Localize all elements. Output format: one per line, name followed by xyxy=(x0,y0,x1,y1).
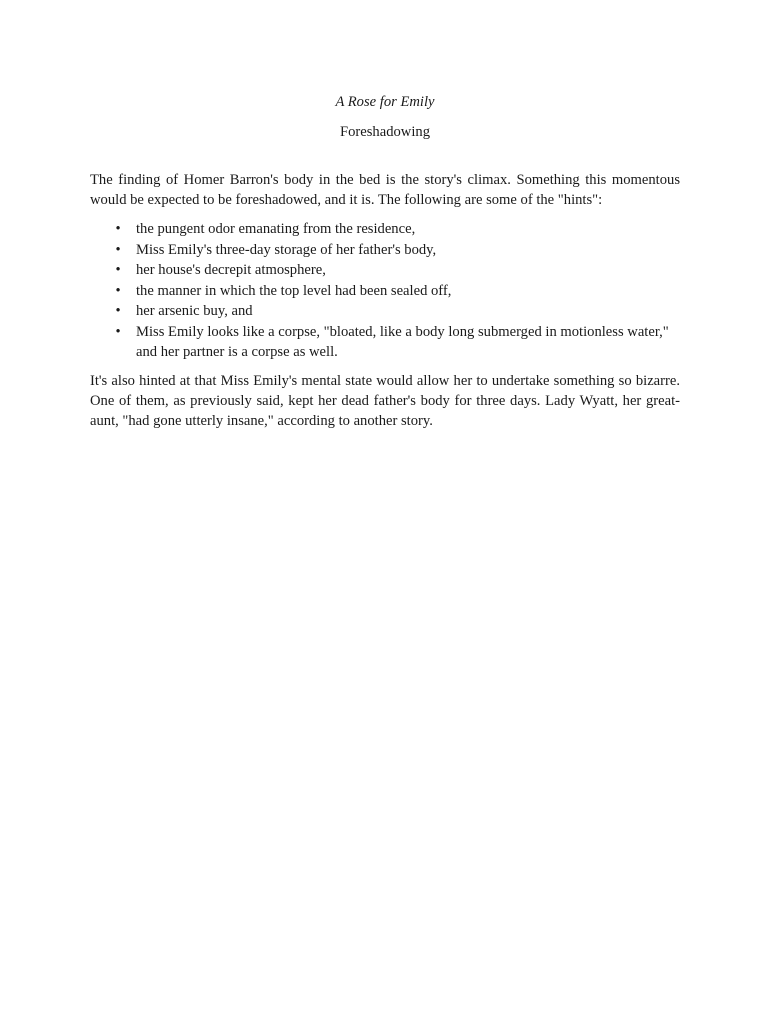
bullet-icon: • xyxy=(115,262,121,278)
bullet-icon: • xyxy=(115,221,121,237)
list-item xyxy=(90,219,680,239)
hint-text: her house's decrepit atmosphere, xyxy=(136,262,326,278)
hints-list xyxy=(90,219,680,362)
bullet-icon: • xyxy=(115,303,121,319)
hint-text: Miss Emily looks like a corpse, "bloated, like a body long submerged in motionless water," and her partner is a corpse as well. xyxy=(136,323,669,360)
bullet-icon: • xyxy=(115,241,121,258)
intro-paragraph: The finding of Homer Barron's body in the bed is the story's climax. Something this momentous would be expected to be foreshadowed, and it is. The following are some of the "hints": xyxy=(90,172,680,208)
bullet-icon: • xyxy=(115,323,121,340)
hint-text: the pungent odor emanating from the residence, xyxy=(136,221,416,237)
list-item xyxy=(90,260,680,280)
bullet-icon: • xyxy=(115,282,121,299)
list-item xyxy=(90,281,680,301)
outro-paragraph: It's also hinted at that Miss Emily's mental state would allow her to undertake something so bizarre. One of them, as previously said, kept her dead father's body for three days. Lady Wyatt, her great-aunt, "had gone utterly insane," according to another story. xyxy=(90,372,680,429)
document-page xyxy=(90,92,680,431)
list-item xyxy=(90,322,680,362)
document-subtitle: Foreshadowing xyxy=(340,124,430,140)
hint-text: her arsenic buy, and xyxy=(136,303,253,319)
hint-text: the manner in which the top level had been sealed off, xyxy=(136,282,452,299)
list-item xyxy=(90,240,680,260)
list-item xyxy=(90,301,680,321)
document-title: A Rose for Emily xyxy=(335,94,435,110)
hint-text: Miss Emily's three-day storage of her father's body, xyxy=(136,241,437,258)
